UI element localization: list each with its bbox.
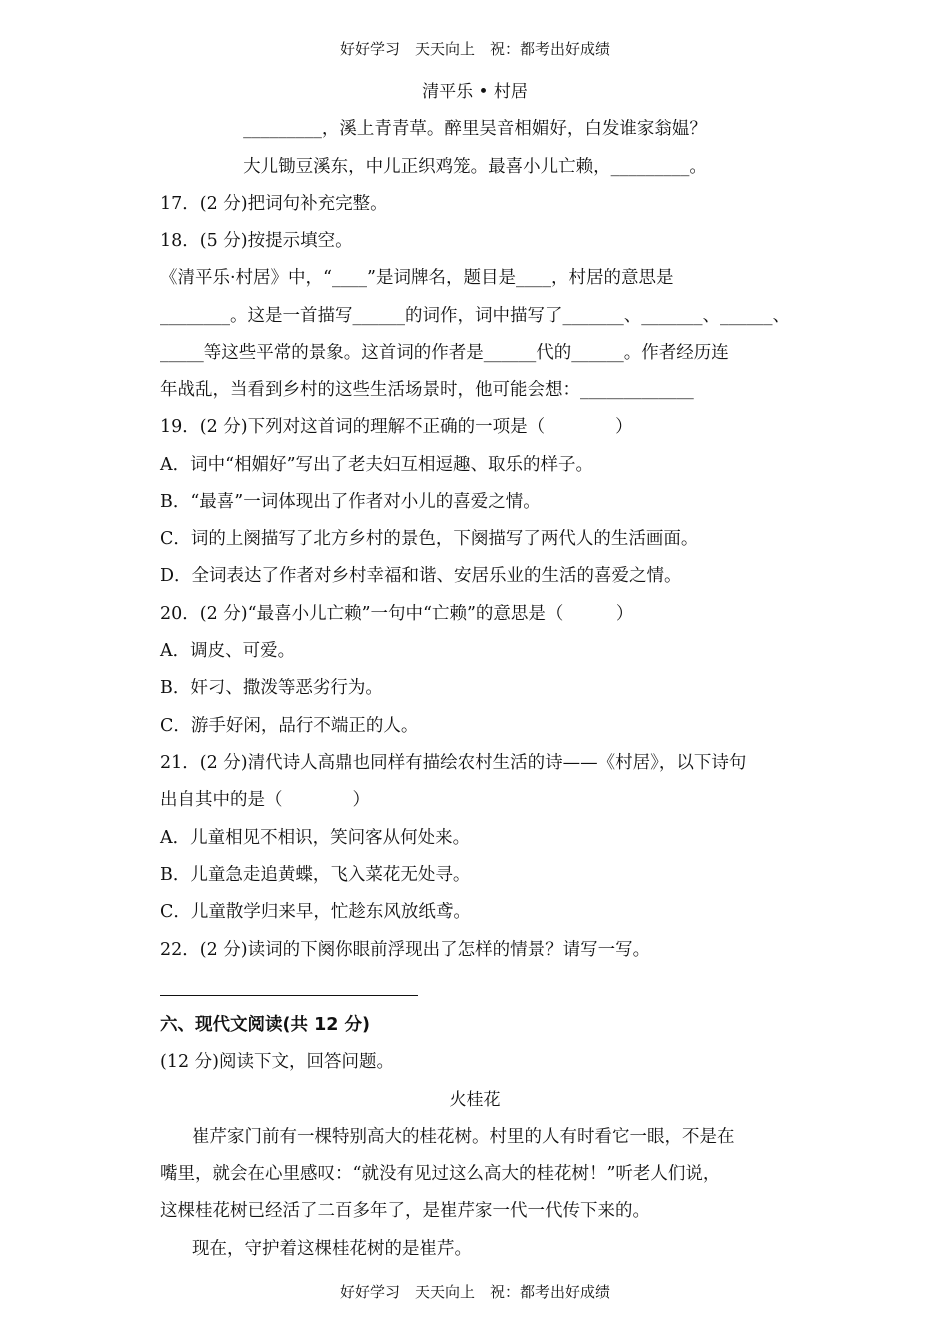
question-21-line-2: 出自其中的是（ ）: [160, 790, 370, 810]
question-20-option-b: B．奸刁、撒泼等恶劣行为。: [160, 678, 383, 698]
question-21-line-1: 21．(2 分)清代诗人高鼎也同样有描绘农村生活的诗——《村居》，以下诗句: [160, 753, 747, 773]
page-footer: 好好学习 天天向上 祝：都考出好成绩: [339, 1283, 610, 1301]
question-20: 20．(2 分)“最喜小儿亡赖”一句中“亡赖”的意思是（ ）: [160, 604, 634, 624]
question-18-line-3: _____等这些平常的景象。这首词的作者是______代的______。作者经历连: [160, 343, 729, 363]
question-18-line-4: 年战乱，当看到乡村的这些生活场景时，他可能会想：_____________: [160, 380, 694, 400]
question-21-option-a: A．儿童相见不相识，笑问客从何处来。: [160, 828, 471, 848]
section-6-heading: 六、现代文阅读(共 12 分): [160, 1015, 371, 1035]
question-19-option-c: C．词的上阕描写了北方乡村的景色，下阕描写了两代人的生活画面。: [160, 529, 699, 549]
question-19-option-d: D．全词表达了作者对乡村幸福和谐、安居乐业的生活的喜爱之情。: [160, 566, 682, 586]
question-18: 18．(5 分)按提示填空。: [160, 231, 353, 251]
question-22: 22．(2 分)读词的下阕你眼前浮现出了怎样的情景？请写一写。: [160, 940, 651, 960]
passage-p1-line-2: 嘴里，就会在心里感叹：“就没有见过这么高大的桂花树！”听老人们说，: [160, 1164, 721, 1184]
page-header: 好好学习 天天向上 祝：都考出好成绩: [339, 40, 610, 58]
question-19: 19．(2 分)下列对这首词的理解不正确的一项是（ ）: [160, 417, 633, 437]
question-18-line-1: 《清平乐·村居》中，“____”是词牌名，题目是____，村居的意思是: [160, 268, 674, 288]
poem-line-2: 大儿锄豆溪东，中儿正织鸡笼。最喜小儿亡赖，_________。: [243, 157, 707, 177]
question-20-option-a: A．调皮、可爱。: [160, 641, 296, 661]
question-17: 17．(2 分)把词句补充完整。: [160, 194, 388, 214]
question-20-option-c: C．游手好闲，品行不端正的人。: [160, 716, 419, 736]
question-21-option-c: C．儿童散学归来早，忙趁东风放纸鸢。: [160, 902, 471, 922]
answer-line: [160, 995, 418, 996]
passage-title: 火桂花: [449, 1090, 501, 1110]
question-19-option-a: A．词中“相媚好”写出了老夫妇互相逗趣、取乐的样子。: [160, 455, 594, 475]
passage-p2: 现在，守护着这棵桂花树的是崔芹。: [192, 1239, 472, 1259]
passage-p1-line-3: 这棵桂花树已经活了二百多年了，是崔芹家一代一代传下来的。: [160, 1201, 650, 1221]
passage-p1-line-1: 崔芹家门前有一棵特别高大的桂花树。村里的人有时看它一眼，不是在: [192, 1127, 735, 1147]
question-18-line-2: ________。这是一首描写______的词作，词中描写了_______、_______、______、: [160, 306, 790, 326]
section-6-intro: (12 分)阅读下文，回答问题。: [160, 1052, 394, 1072]
question-21-option-b: B．儿童急走追黄蝶，飞入菜花无处寻。: [160, 865, 471, 885]
poem-title: 清平乐 • 村居: [422, 82, 528, 102]
poem-line-1: _________，溪上青青草。醉里吴音相媚好，白发谁家翁媪？: [243, 119, 707, 139]
question-19-option-b: B．“最喜”一词体现出了作者对小儿的喜爱之情。: [160, 492, 541, 512]
